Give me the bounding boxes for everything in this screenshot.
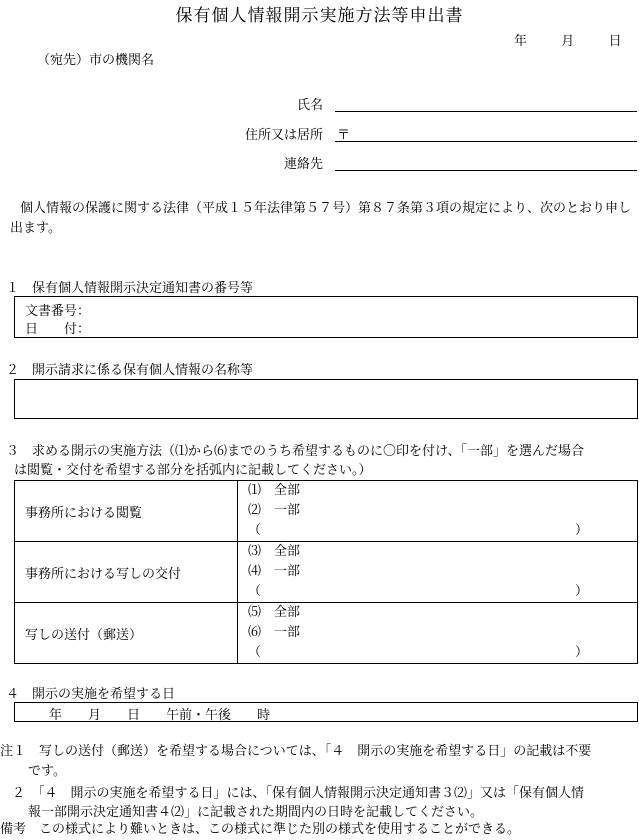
option-part[interactable]: ⑹ 一部 [248,625,301,640]
paren-open: （ [248,523,262,538]
address-field[interactable] [335,140,637,142]
note2-line1: ２ 「４ 開示の実施を希望する日」には、「保有個人情報開示決定通知書３⑵」又は「保有個人情 [12,786,585,801]
note2-line2: 報一部開示決定通知書４⑵」に記載された期間内の日時を記載してください。 [28,805,484,820]
intro-paragraph: 個人情報の保護に関する法律（平成１５年法律第５７号）第８７条第３項の規定により、次のとおり申し出ます。 [10,201,632,236]
name-field[interactable] [335,110,637,112]
paren-open: （ [248,584,262,599]
method-options[interactable] [238,542,638,603]
option-all[interactable]: ⑶ 全部 [248,544,301,559]
addressee: （宛先）市の機関名 [37,53,155,68]
option-all[interactable]: ⑴ 全部 [248,483,301,498]
contact-field[interactable] [335,169,637,171]
page-title: 保有個人情報開示実施方法等申出書 [175,6,464,26]
submission-date [514,30,622,49]
option-part[interactable]: ⑷ 一部 [248,564,301,579]
date-month-label: 月 [561,34,575,49]
note1-line1: 注１ 写しの送付（郵送）を希望する場合については、「４ 開示の実施を希望する日」の記載は不要 [0,744,592,759]
paren-close: ） [574,584,588,599]
desired-date-fields: 年 月 日 午前・午後 時 [49,708,271,723]
methods-table [14,480,638,664]
partial-detail-field[interactable] [238,521,588,541]
paren-close: ） [574,523,588,538]
method-label: 事務所における閲覧 [15,481,238,542]
postal-mark: 〒 [337,128,351,143]
paren-close: ） [574,645,588,660]
doc-number-label: 文書番号： [25,304,91,319]
info-name-box[interactable] [14,379,638,419]
section1-heading: １ 保有個人情報開示決定通知書の番号等 [6,281,254,296]
address-label: 住所又は居所 [244,128,323,143]
option-all[interactable]: ⑸ 全部 [248,605,301,620]
section2-heading: ２ 開示請求に係る保有個人情報の名称等 [6,363,254,378]
method-row [15,542,638,603]
note1-line2: です。 [28,764,66,779]
contact-label: 連絡先 [283,157,323,172]
option-part[interactable]: ⑵ 一部 [248,503,301,518]
remark: 備考 この様式により難いときは、この様式に準じた別の様式を使用することができる。 [0,822,521,837]
section3-heading-line2: は閲覧・交付を希望する部分を括弧内に記載してください。） [14,463,372,478]
section3-heading-line1: ３ 求める開示の実施方法（⑴から⑹までのうち希望するものに〇印を付け、「一部」を選んだ場合 [6,444,584,459]
method-options[interactable] [238,481,638,542]
method-row [15,603,638,664]
partial-detail-field[interactable] [238,582,588,602]
method-label: 写しの送付（郵送） [15,603,238,664]
notice-date-label: 日 付： [25,322,91,337]
name-label: 氏名 [296,98,323,113]
method-label: 事務所における写しの交付 [15,542,238,603]
desired-date-box[interactable] [14,702,638,722]
notice-number-box[interactable] [14,296,638,338]
method-row [15,481,638,542]
date-day-label: 日 [608,34,622,49]
section4-heading: ４ 開示の実施を希望する日 [6,687,176,702]
partial-detail-field[interactable] [238,643,588,663]
method-options[interactable] [238,603,638,664]
paren-open: （ [248,645,262,660]
date-year-label: 年 [514,34,528,49]
